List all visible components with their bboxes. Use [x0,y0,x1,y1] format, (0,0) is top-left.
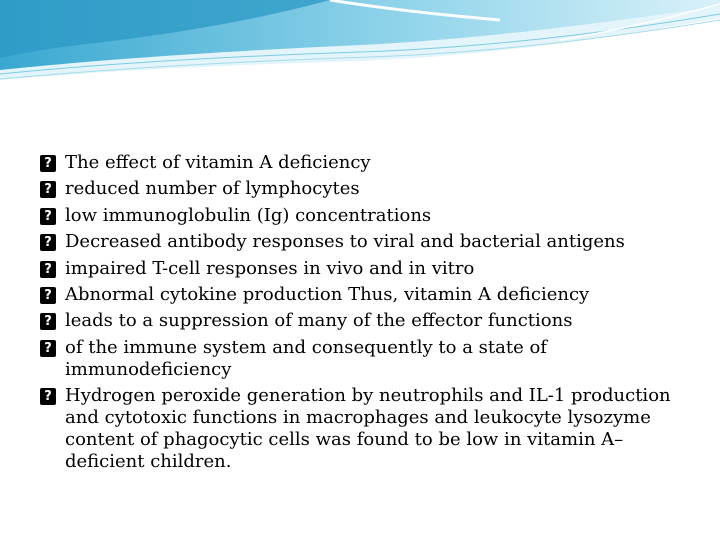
bullet-text: impaired T-cell responses in vivo and in vitro [65,257,475,279]
replacement-character-icon [40,155,56,172]
bullet-item [40,337,690,381]
bullet-item [40,152,690,174]
replacement-character-icon [40,234,56,251]
bullet-item [40,385,690,473]
bullet-text: Hydrogen peroxide generation by neutrophils and IL-1 production and cytotoxic functions in macrophages and leukocyte lysozyme content of phagocytic cells was found to be low in vitamin A– deficient children. [65,384,671,472]
slide-content [40,152,690,477]
replacement-character-icon [40,313,56,330]
bullet-text: Decreased antibody responses to viral and bacterial antigens [65,231,625,253]
replacement-character-icon [40,208,56,225]
bullet-text: of the immune system and consequently to a state of immunodeficiency [65,336,547,380]
bullet-item [40,231,690,253]
bullet-item [40,178,690,200]
bullet-text: leads to a suppression of many of the effector functions [65,310,573,332]
replacement-character-icon [40,181,56,198]
replacement-character-icon [40,261,56,278]
bullet-text: reduced number of lymphocytes [65,178,360,200]
replacement-character-icon [40,287,56,304]
bullet-item [40,258,690,280]
bullet-text: Abnormal cytokine production Thus, vitamin A deficiency [65,283,590,305]
bullet-text: The effect of vitamin A deficiency [65,152,371,173]
bullet-item [40,205,690,227]
replacement-character-icon [40,388,56,405]
bullet-item [40,310,690,332]
replacement-character-icon [40,340,56,357]
header-wave-decoration [0,0,720,90]
bullet-item [40,284,690,306]
bullet-list [40,152,690,473]
bullet-text: low immunoglobulin (Ig) concentrations [65,204,432,226]
